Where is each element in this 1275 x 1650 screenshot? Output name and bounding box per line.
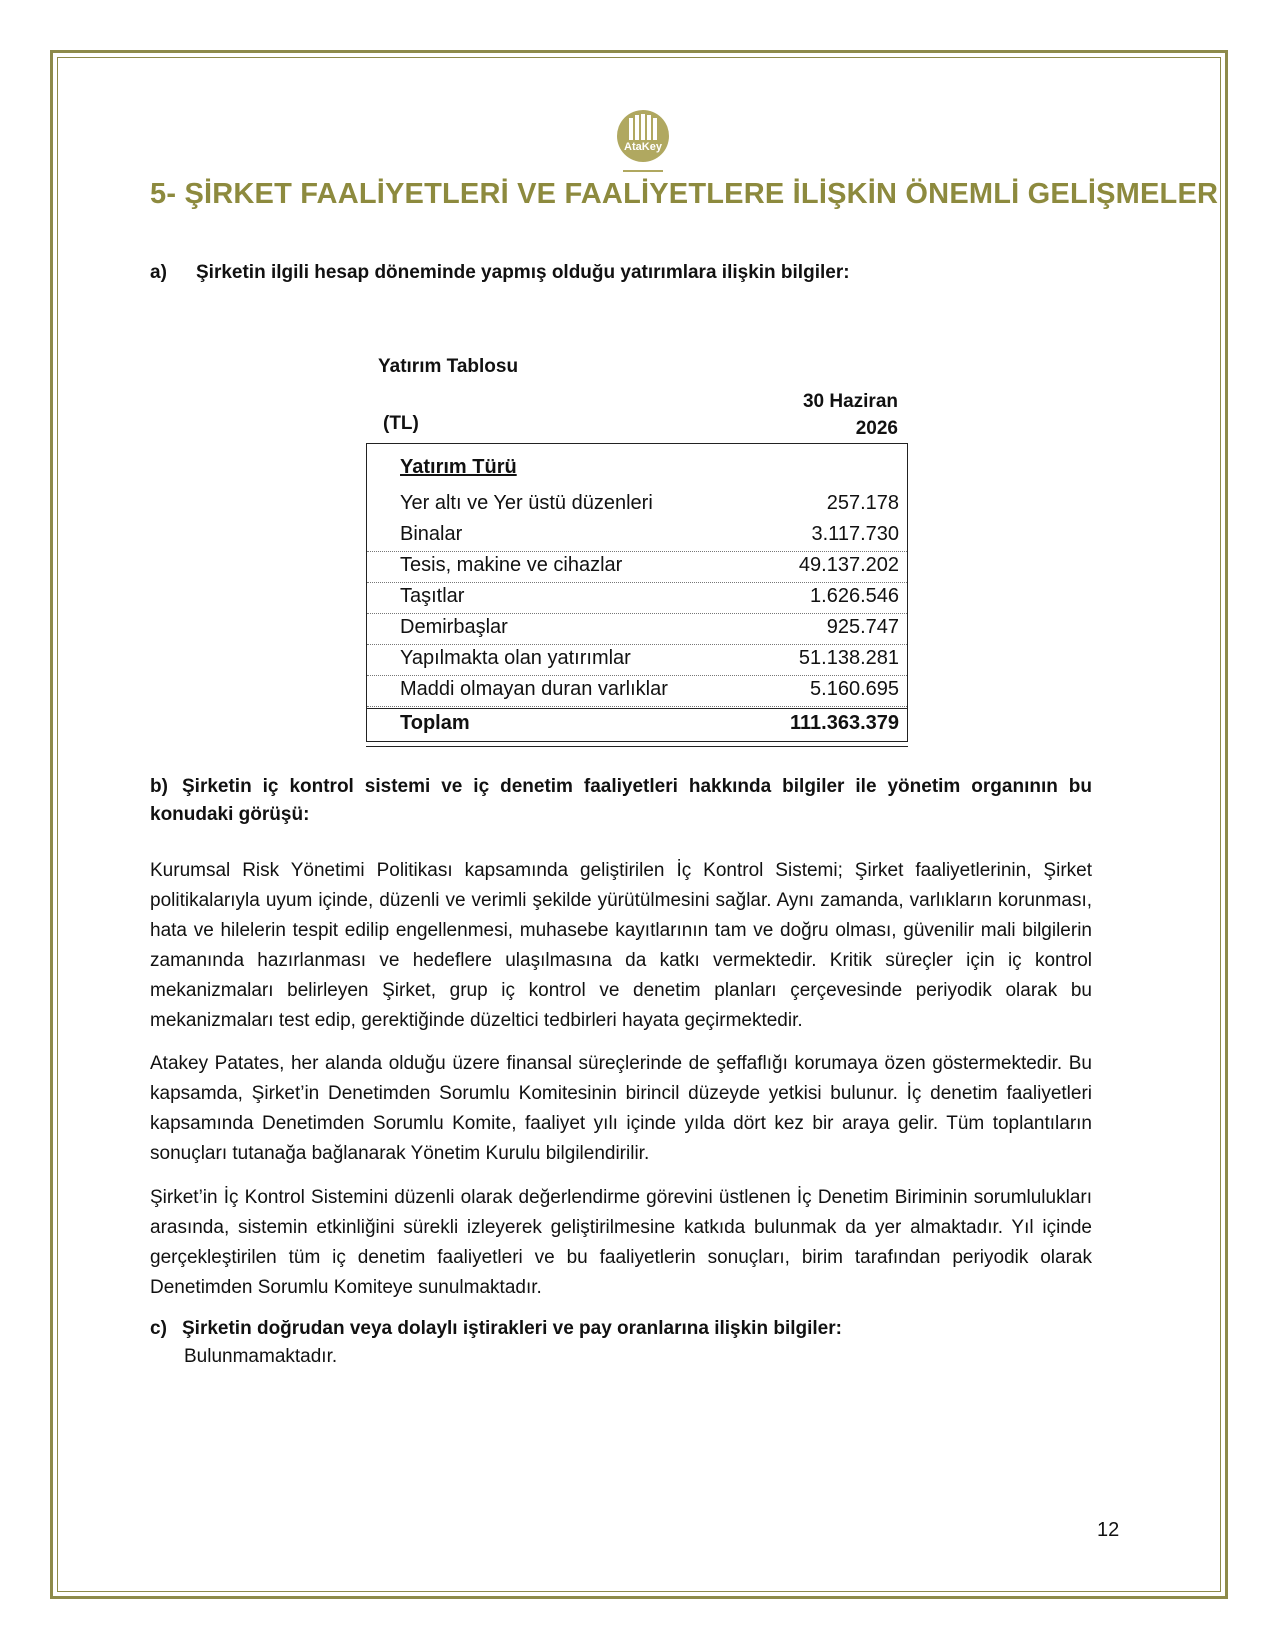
table-row: [367, 675, 907, 707]
table-row: [367, 489, 907, 520]
total-value: 111.363.379: [789, 712, 899, 734]
section-b-label: b): [150, 776, 168, 797]
section-b-title-line2: konudaki görüşü:: [150, 804, 310, 825]
row-value: 51.138.281: [798, 647, 899, 669]
table-row: [367, 520, 907, 552]
section-b-title-line1: Şirketin iç kontrol sistemi ve iç denetim faaliyetleri hakkında bilgiler ile yönetim organının bu: [182, 776, 1092, 797]
table-subheader: Yatırım Türü: [400, 456, 517, 478]
row-label: Yapılmakta olan yatırımlar: [400, 647, 631, 669]
row-value: 5.160.695: [810, 678, 899, 700]
row-value: 925.747: [826, 616, 899, 638]
page-number: 12: [1097, 1519, 1120, 1541]
row-label: Maddi olmayan duran varlıklar: [400, 678, 668, 700]
paragraph: Şirket’in İç Kontrol Sistemini düzenli olarak değerlendirme görevini üstlenen İç Denetim Biriminin sorumlulukları arasında, sistemin etkinliğini sürekli izleyerek geliştirilmesine katkıda bulunmak da yer almaktadır. Yıl içinde gerçekleştirilen tüm iç denetim faaliyetleri ve bu faaliyetlerin sonuçları, birim tarafından periyodik olarak Denetimden Sorumlu Komiteye sunulmaktadır.: [150, 1187, 1092, 1298]
row-value: 3.117.730: [811, 523, 899, 545]
table-total-row: [367, 708, 907, 740]
table-unit: (TL): [383, 413, 419, 434]
table-row: [367, 551, 907, 583]
table-title: Yatırım Tablosu: [378, 356, 519, 377]
section-heading: 5- ŞİRKET FAALİYETLERİ VE FAALİYETLERE İLİŞKİN ÖNEMLİ GELİŞMELER: [150, 178, 1219, 210]
section-c-title: Şirketin doğrudan veya dolaylı iştirakleri ve pay oranlarına ilişkin bilgiler:: [182, 1318, 842, 1339]
row-label: Yer altı ve Yer üstü düzenleri: [400, 492, 653, 514]
row-label: Taşıtlar: [400, 585, 465, 607]
section-c-text: Bulunmamaktadır.: [184, 1346, 338, 1367]
table-period-line1: 30 Haziran: [802, 391, 898, 412]
row-label: Binalar: [400, 523, 463, 545]
table-double-rule: [366, 746, 908, 747]
row-label: Demirbaşlar: [400, 616, 508, 638]
atakey-logo-icon: [613, 108, 673, 178]
section-a-label: a): [150, 262, 167, 283]
row-value: 49.137.202: [798, 554, 899, 576]
total-label: Toplam: [400, 712, 470, 734]
row-value: 257.178: [826, 492, 899, 514]
table-period: [760, 388, 898, 442]
section-c-label: c): [150, 1318, 167, 1339]
row-label: Tesis, makine ve cihazlar: [400, 554, 623, 576]
table-period-line2: 2026: [855, 418, 898, 439]
table-row: [367, 644, 907, 676]
table-row: [367, 613, 907, 645]
paragraph: Kurumsal Risk Yönetimi Politikası kapsamında geliştirilen İç Kontrol Sistemi; Şirket faaliyetlerinin, Şirket politikalarıyla uyum içinde, düzenli ve verimli şekilde yürütülmesini sağlar. Aynı zamanda, varlıkların korunması, hata ve hilelerin tespit edilip engellenmesi, muhasebe kayıtlarının tam ve doğru olması, güvenilir mali bilgilerin zamanında hazırlanması ve hedeflere ulaşılmasına da katkı vermektedir. Kritik süreçler için iç kontrol mekanizmaları belirleyen Şirket, grup iç kontrol ve denetim planları çerçevesinde periyodik olarak bu mekanizmaları test edip, gerektiğinde düzeltici tedbirleri hayata geçirmektedir.: [150, 860, 1092, 1031]
table-row: [367, 582, 907, 614]
section-a-title: Şirketin ilgili hesap döneminde yapmış olduğu yatırımlara ilişkin bilgiler:: [196, 262, 850, 283]
logo-text: AtaKey: [624, 141, 662, 153]
row-value: 1.626.546: [810, 585, 899, 607]
paragraph: Atakey Patates, her alanda olduğu üzere finansal süreçlerinde de şeffaflığı korumaya özen göstermektedir. Bu kapsamda, Şirket’in Denetimden Sorumlu Komitesinin birincil düzeyde yetkisi bulunur. İç denetim faaliyetleri kapsamında Denetimden Sorumlu Komite, faaliyet yılı içinde yılda dört kez bir araya gelir. Tüm toplantıların sonuçları tutanağa bağlanarak Yönetim Kurulu bilgilendirilir.: [150, 1053, 1092, 1164]
